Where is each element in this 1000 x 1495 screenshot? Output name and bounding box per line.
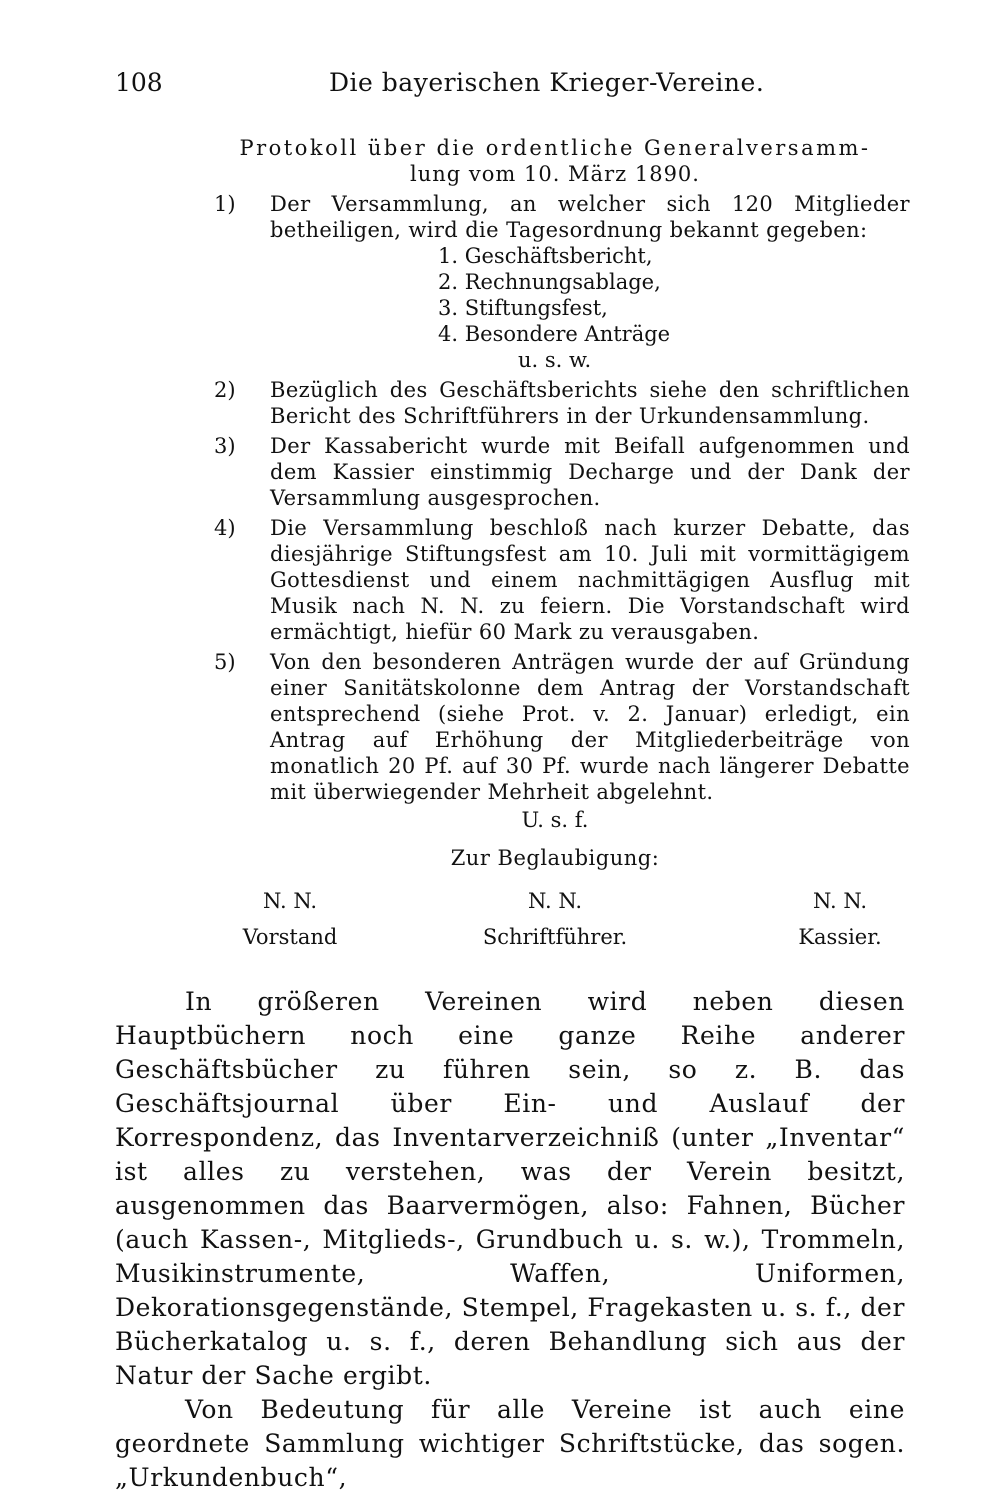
- protocol-item-2: [200, 377, 910, 429]
- protocol-closing: U. s. f.: [521, 808, 589, 832]
- certification-label: Zur Beglaubigung:: [450, 846, 660, 870]
- agenda-list: [200, 243, 910, 347]
- item-text: Der Versammlung, an welcher sich 120 Mitglieder betheiligen, wird die Tagesordnung bekannt gegeben:: [270, 192, 910, 242]
- agenda-end: u. s. w.: [518, 348, 592, 372]
- signature-role: Schriftführer.: [482, 925, 628, 949]
- protocol-item-5: [200, 649, 910, 805]
- item-number: 4): [214, 516, 236, 540]
- protocol-item-4: [200, 515, 910, 645]
- agenda-item: 1. Geschäftsbericht,: [438, 244, 653, 268]
- page-header: [115, 68, 915, 108]
- signature-name: N. N.: [812, 889, 868, 913]
- item-number: 2): [214, 378, 236, 402]
- signature-name: N. N.: [527, 889, 583, 913]
- running-title: Die bayerischen Krieger-Vereine.: [329, 68, 765, 97]
- body-paragraph-2: Von Bedeutung für alle Vereine ist auch eine geordnete Sammlung wichtiger Schriftstücke, das sogen. „Urkundenbuch“,: [115, 1395, 905, 1492]
- item-number: 3): [214, 434, 236, 458]
- protocol-item-1: [200, 191, 910, 243]
- body-text: [115, 985, 905, 1495]
- protocol-heading: [200, 135, 910, 187]
- signature-role: Kassier.: [798, 925, 882, 949]
- signature-vorstand: [200, 883, 380, 955]
- agenda-item: 3. Stiftungsfest,: [438, 296, 608, 320]
- body-paragraph-1: In größeren Vereinen wird neben diesen Hauptbüchern noch eine ganze Reihe anderer Geschäftsbücher zu führen sein, so z. B. das Geschäftsjournal über Ein- und Auslauf der Korrespondenz, das Inventarverzeichniß (unter „Inventar“ ist alles zu verstehen, was der Verein besitzt, ausgenommen das Baarvermögen, also: Fahnen, Bücher (auch Kassen-, Mitglieds-, Grundbuch u. s. w.), Trommeln, Musikinstrumente, Waffen, Uniformen, Dekorationsgegenstände, Stempel, Fragekasten u. s. f., der Bücherkatalog u. s. f., deren Behandlung sich aus der Natur der Sache ergibt.: [115, 987, 905, 1390]
- signature-kassier: [750, 883, 930, 955]
- protocol-heading-line2: lung vom 10. März 1890.: [410, 162, 700, 186]
- item-text: Von den besonderen Anträgen wurde der auf Gründung einer Sanitätskolonne dem Antrag der Vorstandschaft entsprechend (siehe Prot. v. 2. Januar) erledigt, ein Antrag auf Erhöhung der Mitgliederbeiträge von monatlich 20 Pf. auf 30 Pf. wurde nach längerer Debatte mit überwiegender Mehrheit abgelehnt.: [270, 650, 910, 804]
- page-number: 108: [115, 68, 163, 97]
- protocol-heading-line1: Protokoll über die ordentliche Generalversamm-: [239, 136, 871, 160]
- item-number: 5): [214, 650, 236, 674]
- protocol-section: [200, 135, 910, 955]
- item-text: Der Kassabericht wurde mit Beifall aufgenommen und dem Kassier einstimmig Decharge und der Dank der Versammlung ausgesprochen.: [270, 434, 910, 510]
- agenda-item: 2. Rechnungsablage,: [438, 270, 661, 294]
- signature-role: Vorstand: [242, 925, 338, 949]
- protocol-item-3: [200, 433, 910, 511]
- signature-name: N. N.: [262, 889, 318, 913]
- item-number: 1): [214, 192, 236, 216]
- item-text: Die Versammlung beschloß nach kurzer Debatte, das diesjährige Stiftungsfest am 10. Juli mit vormittägigem Gottesdienst und einem nachmittägigen Ausflug mit Musik nach N. N. zu feiern. Die Vorstandschaft wird ermächtigt, hiefür 60 Mark zu verausgaben.: [270, 516, 910, 644]
- agenda-item: 4. Besondere Anträge: [438, 322, 671, 346]
- signature-block: [200, 883, 910, 955]
- signature-schriftfuehrer: [465, 883, 645, 955]
- item-text: Bezüglich des Geschäftsberichts siehe den schriftlichen Bericht des Schriftführers in der Urkundensammlung.: [270, 378, 910, 428]
